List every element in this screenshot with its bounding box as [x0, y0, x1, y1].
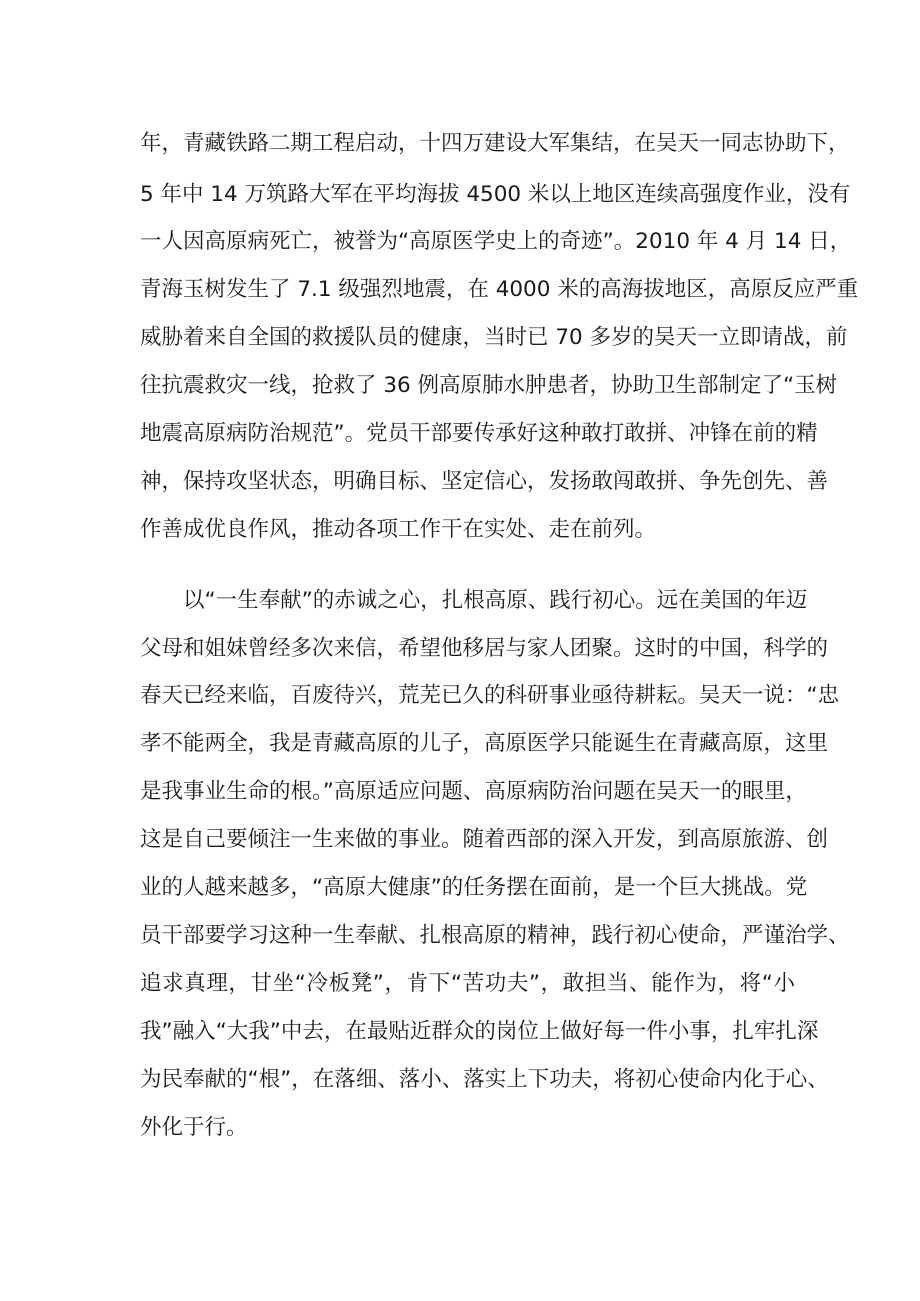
- paragraph-line: 业的人越来越多，“高原大健康”的任务摆在面前，是一个巨大挑战。党: [140, 875, 808, 900]
- paragraph-line: 神，保持攻坚状态，明确目标、坚定信心，发扬敢闯敢拼、争先创先、善: [140, 469, 829, 494]
- paragraph-line: 地震高原病防治规范”。党员干部要传承好这种敢打敢拼、冲锋在前的精: [140, 421, 818, 446]
- paragraph-line: 为民奉献的“根”，在落细、落小、落实上下功夫，将初心使命内化于心、: [140, 1067, 829, 1092]
- paragraph-line: 追求真理，甘坐“冷板凳”，肯下“苦功夫”，敢担当、能作为，将“小: [140, 971, 795, 996]
- paragraph-line: 一人因高原病死亡，被誉为“高原医学史上的奇迹”。2010 年 4 月 14 日，: [140, 229, 852, 254]
- paragraph-line: 孝不能两全，我是青藏高原的儿子，高原医学只能诞生在青藏高原，这里: [140, 731, 829, 756]
- paragraph-line: 作善成优良作风，推动各项工作干在实处、走在前列。: [140, 517, 657, 542]
- paragraph-line: 5 年中 14 万筑路大军在平均海拔 4500 米以上地区连续高强度作业，没有: [140, 182, 851, 207]
- paragraph-line: 以“一生奉献”的赤诚之心，扎根高原、践行初心。远在美国的年迈: [183, 588, 808, 613]
- paragraph-line: 外化于行。: [140, 1115, 248, 1140]
- paragraph-line: 这是自己要倾注一生来做的事业。随着西部的深入开发，到高原旅游、创: [140, 827, 829, 852]
- paragraph-line: 是我事业生命的根。”高原适应问题、高原病防治问题在吴天一的眼里，: [140, 779, 807, 804]
- paragraph-line: 威胁着来自全国的救援队员的健康，当时已 70 多岁的吴天一立即请战，前: [140, 325, 848, 350]
- paragraph-line: 往抗震救灾一线，抢救了 36 例高原肺水肿患者，协助卫生部制定了“玉树: [140, 373, 838, 398]
- paragraph-line: 员干部要学习这种一生奉献、扎根高原的精神，践行初心使命，严谨治学、: [140, 923, 850, 948]
- paragraph-line: 青海玉树发生了 7.1 级强烈地震，在 4000 米的高海拔地区，高原反应严重: [140, 277, 859, 302]
- paragraph-line: 春天已经来临，百废待兴，荒芜已久的科研事业亟待耕耘。吴天一说：“忠: [140, 683, 840, 708]
- paragraph-line: 年，青藏铁路二期工程启动，十四万建设大军集结，在吴天一同志协助下，: [140, 131, 850, 156]
- paragraph-line: 父母和姐妹曾经多次来信，希望他移居与家人团聚。这时的中国，科学的: [140, 636, 829, 661]
- paragraph-line: 我”融入“大我”中去，在最贴近群众的岗位上做好每一件小事，扎牢扎深: [140, 1019, 819, 1044]
